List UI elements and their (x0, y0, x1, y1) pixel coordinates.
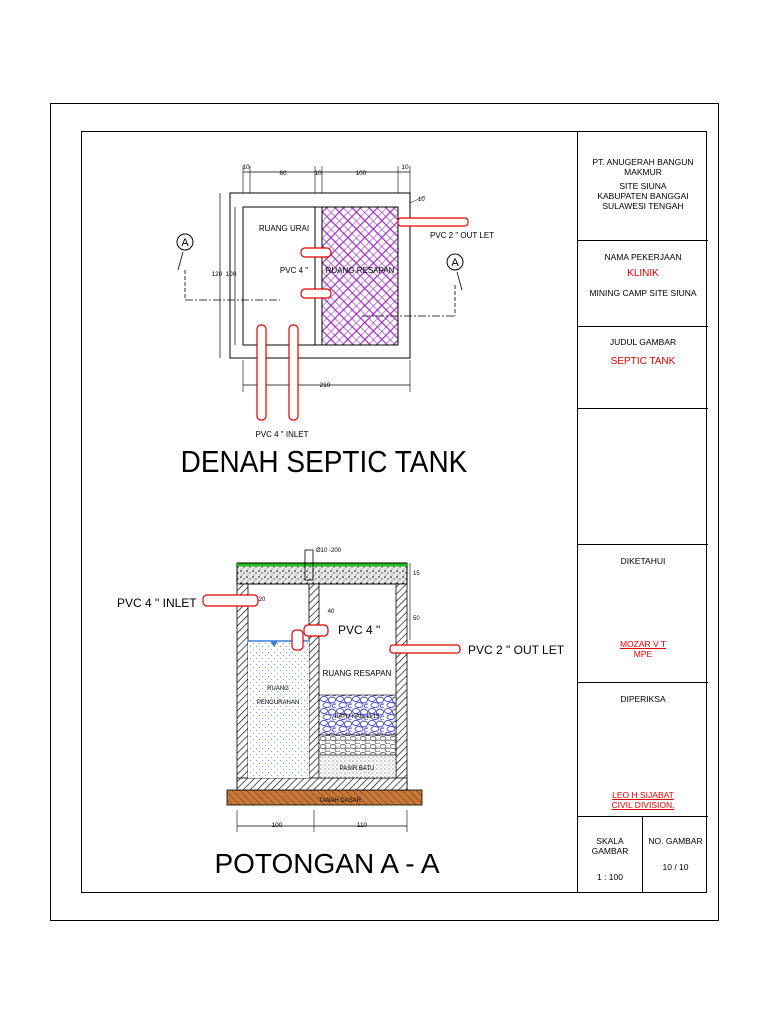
plan-dim-top-2: 10 (314, 170, 322, 177)
tb-judul-value: SEPTIC TANK (610, 356, 676, 367)
section-label-pengurahan-2: PENGURAHAN (256, 700, 300, 706)
plan-title: DENAH SEPTIC TANK (180, 444, 468, 480)
tb-no-gambar (643, 817, 708, 893)
plan-dim-outlet: 10 (418, 197, 425, 203)
section-title: POTONGAN A - A (214, 848, 440, 879)
tb-diketahui-label: DIKETAHUI (620, 556, 666, 566)
section-floor (237, 778, 407, 790)
section-label-outlet: PVC 2 " OUT LET (468, 643, 565, 657)
section-dim-40: 40 (327, 609, 335, 615)
tb-nama-pekerjaan-value: KLINIK (627, 268, 659, 279)
plan-dim-left-0: 120 (211, 271, 223, 278)
tb-company (578, 131, 708, 241)
tb-no-value: 10 / 10 (662, 862, 689, 872)
tb-company-line: KABUPATEN BANGGAI (597, 191, 689, 201)
tb-nama-pekerjaan-sub: MINING CAMP SITE SIUNA (589, 288, 697, 298)
section-label-pasir-batu: PASIR BATU (339, 766, 375, 772)
tb-diketahui-name: MOZAR V T (619, 639, 667, 649)
plan-label-pvc4: PVC 4 " (279, 266, 309, 275)
section-label-inlet: PVC 4 " INLET (117, 596, 197, 610)
section-label-tanah: TANAH DASAR (318, 798, 362, 804)
section-marker-left-arrow (178, 252, 183, 270)
section-marker-right-label: A (451, 257, 459, 269)
section-dim-50: 50 (413, 616, 420, 622)
section-gravel-layer (319, 735, 396, 755)
section-wall-right (396, 584, 407, 790)
tb-nama-pekerjaan (578, 241, 708, 327)
tb-blank (578, 409, 708, 545)
tb-judul-label: JUDUL GAMBAR (609, 337, 677, 347)
section-pvc4-drop (292, 630, 303, 650)
plan-outlet-pipe (398, 218, 468, 226)
tb-company-line: PT. ANUGERAH BANGUN MAKMUR (592, 157, 694, 177)
plan-dim-top-1: 80 (279, 170, 287, 177)
tb-company-line: SULAWESI TENGAH (602, 201, 684, 211)
section-label-batu-kali: BATU KALI Ø 15 (334, 714, 380, 720)
tb-judul (578, 327, 708, 409)
tb-diperiksa-name: LEO H SIJABAT (612, 790, 674, 800)
tb-no-label: NO. GAMBAR (648, 836, 703, 846)
tb-diketahui-role: MPE (633, 649, 653, 659)
plan-label-ruang-resapan: RUANG RESAPAN (325, 266, 395, 275)
title-block (577, 131, 707, 893)
plan-label-ruang-urai: RUANG URAI (258, 224, 310, 233)
section-inlet-pipe (203, 595, 258, 606)
section-label-rebar: Ø10 -200 (316, 548, 342, 554)
plan-dim-top-0: 10 (242, 164, 250, 171)
tb-skala (578, 817, 643, 893)
section-label-pengurahan-1: RUANG (267, 686, 289, 692)
section-pvc4-elbow (304, 625, 328, 636)
tb-skala-value: 1 : 100 (597, 872, 623, 882)
tb-diperiksa (578, 683, 708, 817)
tb-diperiksa-role: CIVIL DIVISION. (611, 800, 675, 810)
plan-pvc4-upper (301, 248, 331, 257)
plan-label-inlet: PVC 4 " INLET (255, 430, 309, 439)
section-dim-15: 15 (413, 571, 420, 577)
section-label-ruang-resapan: RUANG RESAPAN (322, 669, 392, 678)
section-dim-bottom-right: 110 (356, 822, 368, 829)
section-wall-middle (309, 584, 319, 790)
section-view (117, 548, 565, 879)
section-label-pvc4: PVC 4 " (338, 623, 381, 637)
plan-dim-top-3: 100 (355, 170, 367, 177)
plan-view (177, 164, 494, 479)
plan-inlet-pipe-1 (257, 325, 266, 420)
plan-pvc4-lower (301, 289, 331, 298)
plan-partition (315, 207, 322, 345)
section-dim-20: 20 (258, 597, 266, 603)
section-marker-left-label: A (181, 237, 189, 249)
section-water (248, 641, 309, 778)
tb-diperiksa-label: DIPERIKSA (620, 694, 666, 704)
tb-skala-label: SKALA GAMBAR (591, 836, 629, 856)
section-marker-right-arrow (457, 272, 462, 290)
plan-dim-bottom: 210 (319, 382, 331, 389)
section-outlet-pipe (390, 645, 460, 653)
plan-dim-left-1: 100 (225, 271, 237, 278)
plan-inlet-pipe-2 (289, 325, 298, 420)
tb-diketahui (578, 545, 708, 683)
section-wall-left (237, 584, 248, 790)
section-dim-bottom-left: 100 (271, 822, 283, 829)
tb-company-line: SITE SIUNA (619, 181, 667, 191)
tb-nama-pekerjaan-label: NAMA PEKERJAAN (604, 252, 682, 262)
plan-resapan-hatch (322, 207, 398, 345)
plan-dim-top-4: 10 (401, 164, 409, 171)
plan-label-outlet: PVC 2 " OUT LET (430, 231, 495, 240)
